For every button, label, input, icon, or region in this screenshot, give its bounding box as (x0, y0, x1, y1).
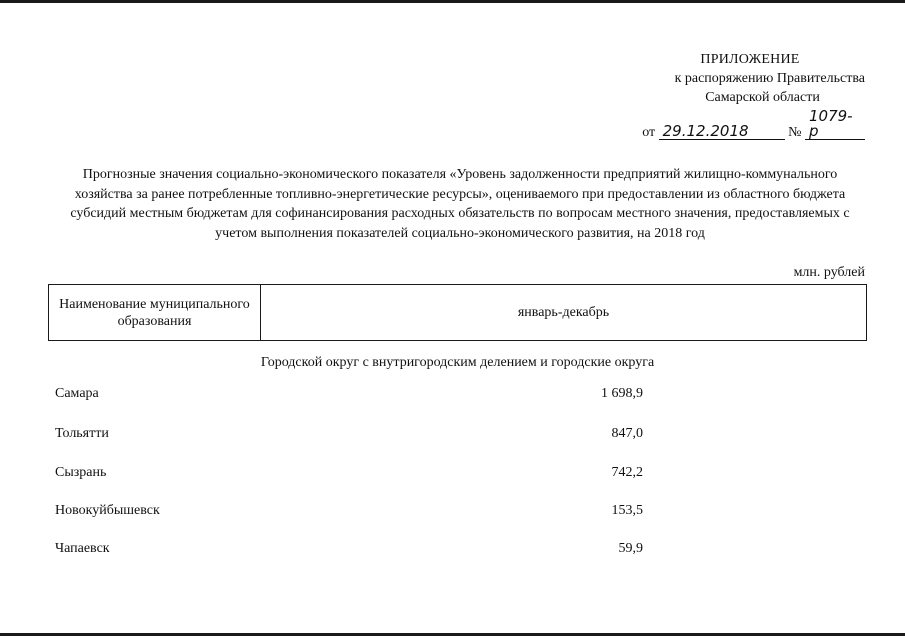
date-prefix: от (642, 125, 656, 140)
row-name: Тольятти (55, 426, 109, 441)
row-value: 742,2 (611, 465, 643, 480)
section-heading: Городской округ с внутригородским делением и городские округа (260, 355, 655, 370)
row-value: 847,0 (611, 426, 643, 441)
handwritten-date: 29.12.2018 (659, 124, 785, 140)
row-value: 153,5 (611, 503, 643, 518)
handwritten-number: 1079-р (805, 109, 865, 140)
row-value: 59,9 (618, 541, 643, 556)
document-title: Прогнозные значения социально-экономического показателя «Уровень задолженности предприятий жилищно-коммунального хозяйства за ранее потребленные топливно-энергетические ресурсы», оцениваемого при предоставлении из областного бюджета субсидий местным бюджетам для софинансирования расходных обязательств по вопросам местного значения, предоставляемых с учетом выполнения показателей социально-экономического развития, на 2018 год (70, 167, 850, 241)
appendix-line-2: Самарской области (705, 90, 820, 105)
header-period: январь-декабрь (517, 304, 610, 320)
table-row (55, 465, 867, 485)
row-name: Сызрань (55, 465, 107, 480)
header-municipality: Наименование муниципального образования (49, 285, 261, 340)
table-row (55, 426, 867, 446)
unit-label: млн. рублей (793, 265, 865, 280)
table-row (55, 386, 867, 406)
table-row (55, 503, 867, 523)
number-prefix: № (788, 125, 802, 140)
table-header (48, 284, 867, 341)
appendix-heading: ПРИЛОЖЕНИЕ (700, 52, 800, 67)
row-value: 1 698,9 (601, 386, 643, 401)
table-row (55, 541, 867, 561)
row-name: Чапаевск (55, 541, 110, 556)
appendix-block (545, 50, 865, 142)
appendix-signature-line (545, 109, 865, 142)
row-name: Новокуйбышевск (55, 503, 160, 518)
top-border-line (0, 0, 905, 3)
row-name: Самара (55, 386, 99, 401)
appendix-line-1: к распоряжению Правительства (674, 71, 865, 86)
bottom-border-line (0, 633, 905, 636)
